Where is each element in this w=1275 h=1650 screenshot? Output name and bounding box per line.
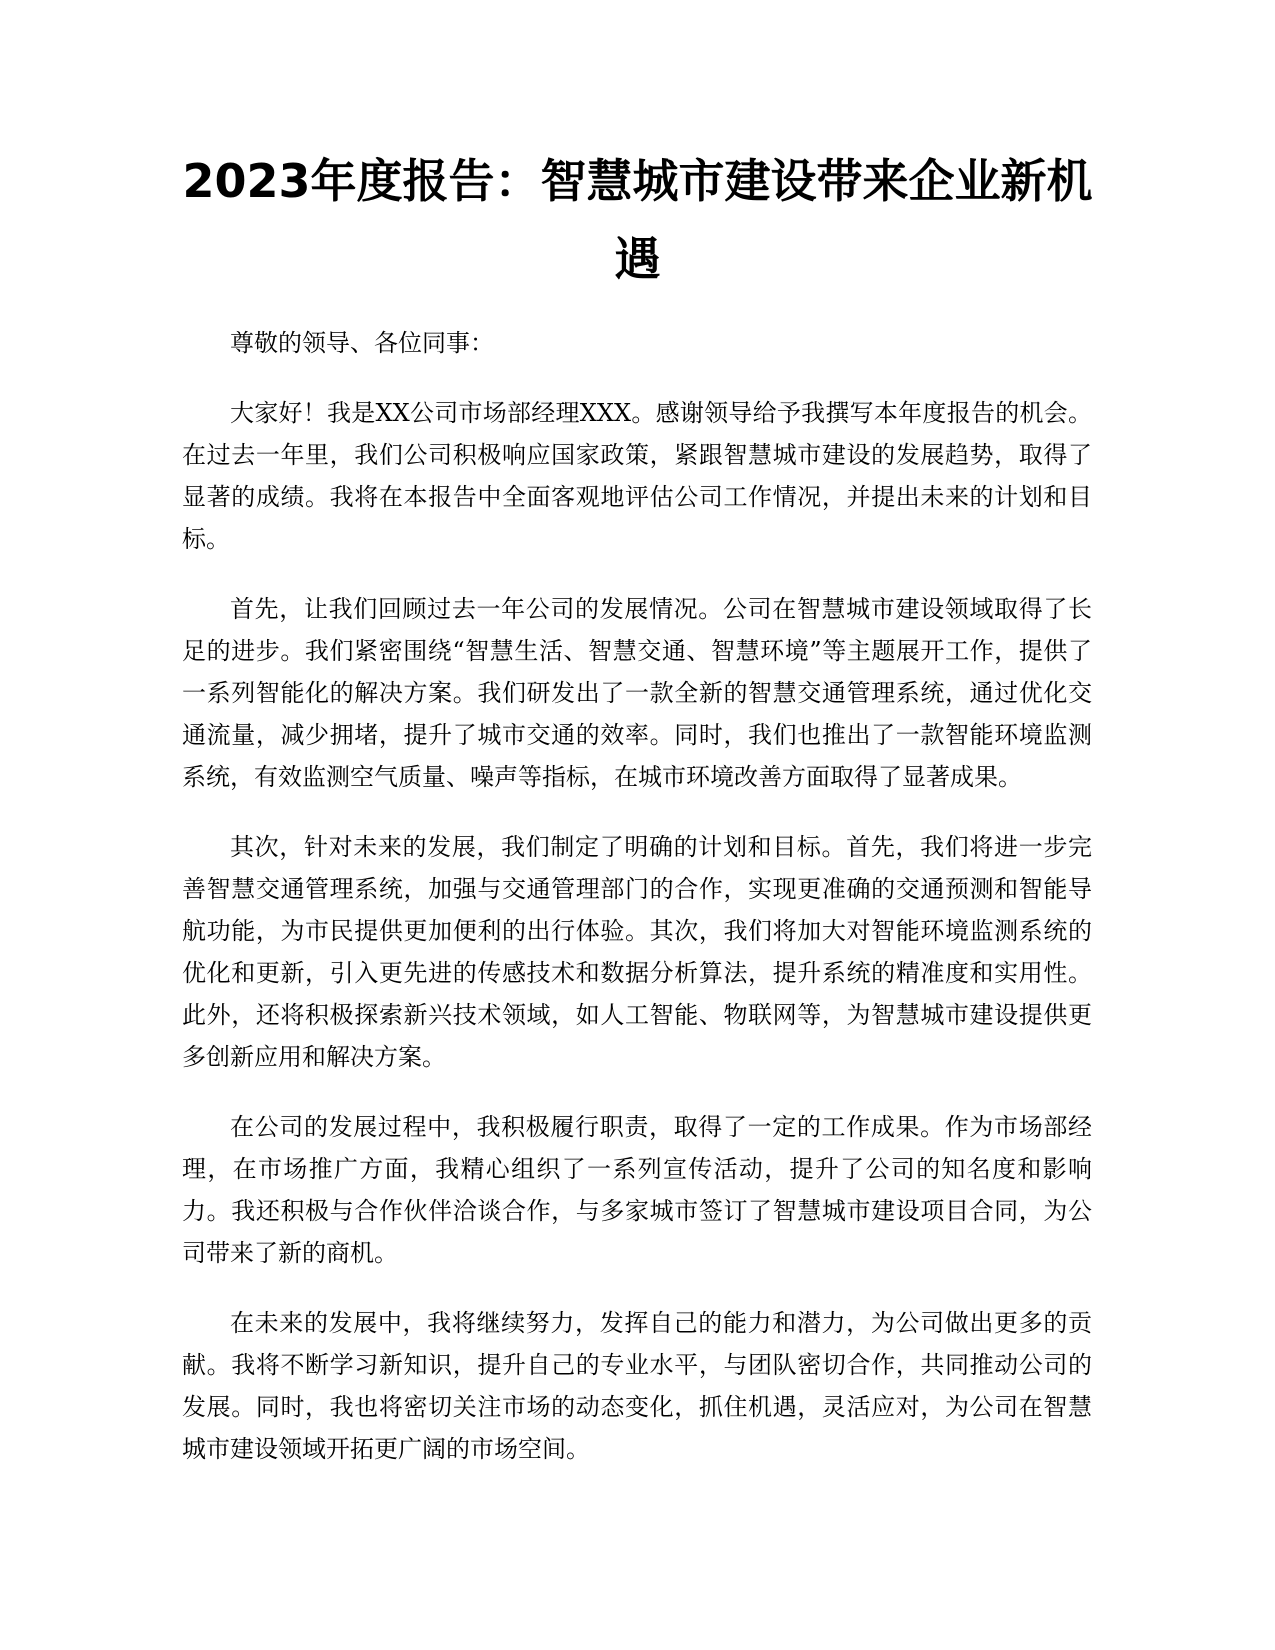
- paragraph: 在公司的发展过程中，我积极履行职责，取得了一定的工作成果。作为市场部经理，在市场推广方面，我精心组织了一系列宣传活动，提升了公司的知名度和影响力。我还积极与合作伙伴洽谈合作，与多家城市签订了智慧城市建设项目合同，为公司带来了新的商机。: [182, 1113, 1092, 1267]
- document-title: 2023年度报告：智慧城市建设带来企业新机遇: [182, 154, 1093, 286]
- paragraph: 首先，让我们回顾过去一年公司的发展情况。公司在智慧城市建设领域取得了长足的进步。我们紧密围绕“智慧生活、智慧交通、智慧环境”等主题展开工作，提供了一系列智能化的解决方案。我们研发出了一款全新的智慧交通管理系统，通过优化交通流量，减少拥堵，提升了城市交通的效率。同时，我们也推出了一款智能环境监测系统，有效监测空气质量、噪声等指标，在城市环境改善方面取得了显著成果。: [182, 595, 1092, 791]
- document-body: [182, 322, 1092, 1498]
- paragraph: 大家好！我是XX公司市场部经理XXX。感谢领导给予我撰写本年度报告的机会。在过去一年里，我们公司积极响应国家政策，紧跟智慧城市建设的发展趋势，取得了显著的成绩。我将在本报告中全面客观地评估公司工作情况，并提出未来的计划和目标。: [182, 399, 1092, 553]
- salutation: 尊敬的领导、各位同事：: [230, 329, 494, 357]
- paragraph: 在未来的发展中，我将继续努力，发挥自己的能力和潜力，为公司做出更多的贡献。我将不断学习新知识，提升自己的专业水平，与团队密切合作，共同推动公司的发展。同时，我也将密切关注市场的动态变化，抓住机遇，灵活应对，为公司在智慧城市建设领域开拓更广阔的市场空间。: [182, 1309, 1092, 1463]
- paragraph: 其次，针对未来的发展，我们制定了明确的计划和目标。首先，我们将进一步完善智慧交通管理系统，加强与交通管理部门的合作，实现更准确的交通预测和智能导航功能，为市民提供更加便利的出行体验。其次，我们将加大对智能环境监测系统的优化和更新，引入更先进的传感技术和数据分析算法，提升系统的精准度和实用性。此外，还将积极探索新兴技术领域，如人工智能、物联网等，为智慧城市建设提供更多创新应用和解决方案。: [182, 833, 1092, 1071]
